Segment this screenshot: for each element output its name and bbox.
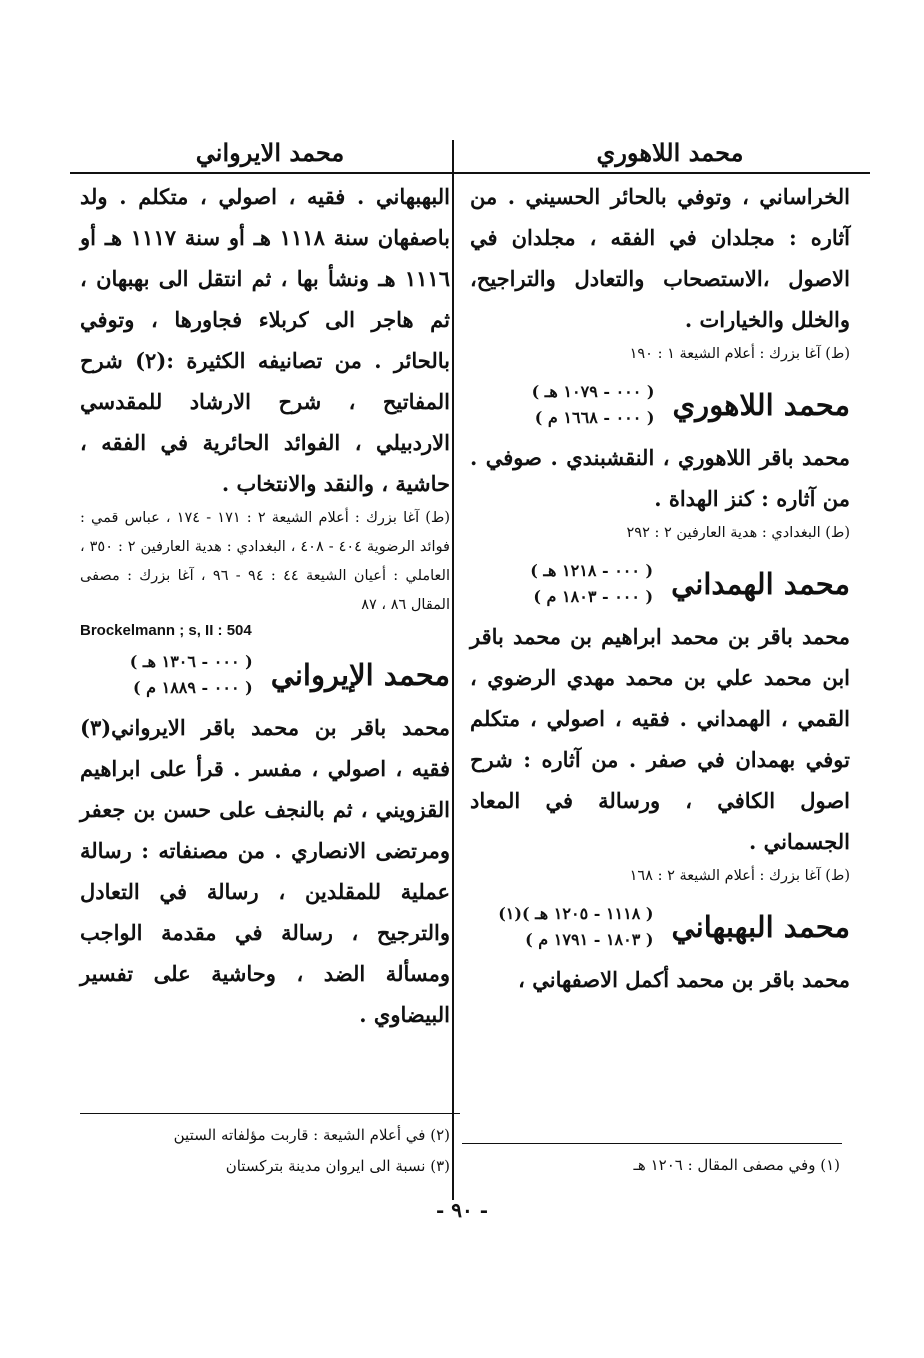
footnotes-left	[80, 1120, 450, 1182]
reference-line: (ط) البغدادي : هدية العارفين ٢ : ٢٩٢	[626, 525, 850, 541]
entry-name: محمد اللاهوري	[672, 388, 850, 422]
gregorian-date: ( ٠٠٠ - ١٨٨٩ م )	[132, 678, 253, 697]
latin-reference: Brockelmann ; s, II : 504	[80, 622, 252, 639]
entry-dates	[498, 901, 653, 953]
entry-dates	[530, 558, 653, 610]
entry-body: محمد باقر بن محمد ابراهيم بن محمد باقر ابن محمد علي بن محمد مهدي الرضوي ، القمي ، الهمداني . فقيه ، اصولي ، متكلم توفي بهمدان في صفر . من آثاره : شرح اصول الكافي ، ورسالة في المعاد الجسماني .	[470, 624, 850, 854]
reference-line: (ط) آغا بزرك : أعلام الشيعة ١ : ١٩٠	[629, 346, 850, 362]
gregorian-date: ( ١٨٠٣ - ١٧٩١ م )	[525, 930, 654, 949]
entry-heading	[80, 649, 450, 701]
gregorian-date: ( ٠٠٠ - ١٨٠٣ م )	[533, 587, 654, 606]
entry-body: محمد باقر بن محمد أكمل الاصفهاني ،	[518, 967, 850, 992]
entry-dates	[130, 649, 253, 701]
footnote: (١) وفي مصفى المقال : ١٢٠٦ هـ	[633, 1156, 840, 1174]
hijri-date: ( ٠٠٠ - ١٣٠٦ هـ )	[129, 652, 253, 671]
entry-body: محمد باقر اللاهوري ، النقشبندي . صوفي . من آثاره : كنز الهداة .	[470, 445, 850, 511]
hijri-date: ( ١١١٨ - ١٢٠٥ هـ )(١)	[498, 904, 654, 923]
right-column	[470, 176, 850, 1000]
footnote-rule	[462, 1143, 842, 1144]
running-head-right: محمد اللاهوري	[596, 138, 744, 167]
gregorian-date: ( ٠٠٠ - ١٦٦٨ م )	[534, 408, 655, 427]
entry-name: محمد البهبهاني	[671, 910, 850, 944]
entry-name: محمد الهمداني	[671, 567, 850, 601]
header-rule	[70, 172, 870, 174]
continued-entry-text: البهبهاني . فقيه ، اصولي ، متكلم . ولد باصفهان سنة ١١١٨ هـ أو سنة ١١١٧ هـ أو ١١١٦ هـ ونشأ بها ، ثم انتقل الى بهبهان ، ثم هاجر الى كربلاء فجاورها ، وتوفي بالحائر . من تصانيفه الكثيرة :(٢) شرح المفاتيح ، شرح الارشاد للمقدسي الاردبيلي ، الفوائد الحائرية في الفقه ، حاشية ، والنقد والانتخاب .	[80, 184, 450, 496]
entry-heading	[470, 901, 850, 953]
footnotes-right	[470, 1150, 840, 1181]
running-head-left: محمد الايرواني	[195, 138, 345, 167]
entry-heading	[470, 558, 850, 610]
footnote-rule	[80, 1113, 460, 1114]
footnote: (٣) نسبة الى ايروان مدينة بتركستان	[225, 1157, 450, 1175]
entry-name: محمد الإيرواني	[270, 658, 450, 692]
continued-entry-text: الخراساني ، وتوفي بالحائر الحسيني . من آثاره : مجلدان في الفقه ، مجلدان في الاصول ،الاستصحاب والتعادل والتراجيح، والخلل والخيارات .	[470, 184, 850, 332]
column-divider	[452, 140, 454, 1200]
hijri-date: ( ٠٠٠ - ١٠٧٩ هـ )	[531, 382, 655, 401]
reference-block: (ط) آغا بزرك : أعلام الشيعة ٢ : ١٧١ - ١٧٤ ، عباس قمي : فوائد الرضوية ٤٠٤ - ٤٠٨ ، البغدادي : هدية العارفين ٢ : ٣٥٠ ، العاملي : أعيان الشيعة ٤٤ : ٩٤ - ٩٦ ، آغا بزرك : مصفى المقال ٨٦ ، ٨٧	[80, 510, 450, 613]
hijri-date: ( ٠٠٠ - ١٢١٨ هـ )	[530, 561, 654, 580]
footnote: (٢) في أعلام الشيعة : قاربت مؤلفاته الستين	[173, 1126, 450, 1144]
reference-line: (ط) آغا بزرك : أعلام الشيعة ٢ : ١٦٨	[629, 868, 850, 884]
entry-heading	[470, 379, 850, 431]
entry-dates	[532, 379, 655, 431]
page-number: - ٩٠ -	[435, 1198, 488, 1222]
entry-body: محمد باقر بن محمد باقر الايرواني(٣) فقيه ، اصولي ، مفسر . قرأ على ابراهيم القزويني ، ثم بالنجف على حسن بن جعفر ومرتضى الانصاري . من مصنفاته : رسالة عملية للمقلدين ، رسالة في التعادل والترجيح ، رسالة في مقدمة الواجب ومسألة الضد ، وحاشية على تفسير البيضاوي .	[80, 715, 450, 1027]
left-column	[80, 176, 450, 1035]
